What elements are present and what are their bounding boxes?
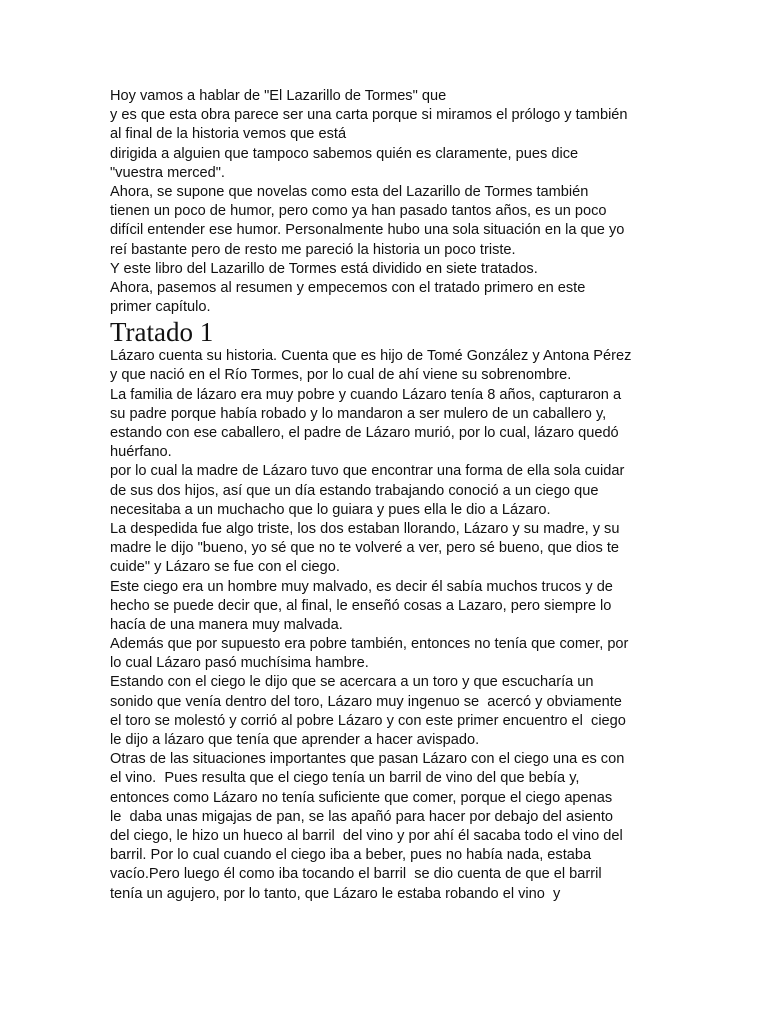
text-line: Hoy vamos a hablar de "El Lazarillo de Tormes" que	[110, 88, 447, 104]
text-line: madre le dijo "bueno, yo sé que no te volveré a ver, pero sé bueno, que dios te	[110, 540, 619, 557]
text-line: reí bastante pero de resto me pareció la historia un poco triste.	[110, 241, 516, 258]
text-line: del ciego, le hizo un hueco al barril del vino y por ahí él sacaba todo el vino del	[110, 827, 623, 844]
text-line: Y este libro del Lazarillo de Tormes está dividido en siete tratados.	[110, 260, 538, 277]
text-line: su padre porque había robado y lo mandaron a ser mulero de un caballero y,	[110, 405, 607, 422]
text-line: dirigida a alguien que tampoco sabemos quién es claramente, pues dice	[110, 145, 579, 162]
text-line: tenía un agujero, por lo tanto, que Lázaro le estaba robando el vino y	[110, 885, 561, 902]
section-heading: Tratado 1	[110, 317, 214, 348]
text-line: estando con ese caballero, el padre de Lázaro murió, por lo cual, lázaro quedó	[110, 425, 619, 441]
text-line: el vino. Pues resulta que el ciego tenía un barril de vino del que bebía y,	[110, 770, 580, 787]
text-line: y es que esta obra parece ser una carta porque si miramos el prólogo y también	[110, 107, 628, 124]
text-line: el toro se molestó y corrió al pobre Lázaro y con este primer encuentro el ciego	[110, 712, 626, 729]
text-line: por lo cual la madre de Lázaro tuvo que encontrar una forma de ella sola cuidar	[110, 463, 625, 480]
text-line: Además que por supuesto era pobre también, entonces no tenía que comer, por	[110, 636, 629, 653]
document-page	[110, 87, 670, 904]
text-line: "vuestra merced".	[110, 164, 225, 181]
text-line: La familia de lázaro era muy pobre y cuando Lázaro tenía 8 años, capturaron a	[110, 386, 622, 403]
text-line: entonces como Lázaro no tenía suficiente que comer, porque el ciego apenas	[110, 789, 613, 806]
text-line: cuide" y Lázaro se fue con el ciego.	[110, 559, 340, 576]
text-line: vacío.Pero luego él como iba tocando el barril se dio cuenta de que el barril	[110, 866, 602, 883]
text-line: Ahora, se supone que novelas como esta del Lazarillo de Tormes también	[110, 183, 589, 200]
text-line: le daba unas migajas de pan, se las apañó para hacer por debajo del asiento	[110, 808, 614, 825]
text-line: Este ciego era un hombre muy malvado, es decir él sabía muchos trucos y de	[110, 578, 613, 595]
text-line: tienen un poco de humor, pero como ya han pasado tantos años, es un poco	[110, 203, 607, 220]
text-line: sonido que venía dentro del toro, Lázaro muy ingenuo se acercó y obviamente	[110, 693, 622, 710]
text-line: La despedida fue algo triste, los dos estaban llorando, Lázaro y su madre, y su	[110, 520, 620, 537]
text-line: hacía de una manera muy malvada.	[110, 616, 343, 633]
text-line: lo cual Lázaro pasó muchísima hambre.	[110, 655, 369, 672]
body-paragraphs	[110, 347, 670, 903]
text-line: difícil entender ese humor. Personalmente hubo una sola situación en la que yo	[110, 222, 625, 239]
text-line: Estando con el ciego le dijo que se acercara a un toro y que escucharía un	[110, 674, 594, 691]
text-line: y que nació en el Río Tormes, por lo cual de ahí viene su sobrenombre.	[110, 367, 572, 384]
text-line: de sus dos hijos, así que un día estando trabajando conoció a un ciego que	[110, 482, 599, 499]
text-line: le dijo a lázaro que tenía que aprender a hacer avispado.	[110, 732, 480, 748]
intro-paragraphs	[110, 87, 670, 317]
text-line: hecho se puede decir que, al final, le enseñó cosas a Lazaro, pero siempre lo	[110, 597, 612, 614]
text-line: primer capítulo.	[110, 299, 211, 316]
text-line: Otras de las situaciones importantes que pasan Lázaro con el ciego una es con	[110, 751, 625, 768]
text-line: Lázaro cuenta su historia. Cuenta que es hijo de Tomé González y Antona Pérez	[110, 348, 632, 365]
text-line: barril. Por lo cual cuando el ciego iba a beber, pues no había nada, estaba	[110, 847, 592, 864]
text-line: necesitaba a un muchacho que lo guiara y pues ella le dio a Lázaro.	[110, 501, 551, 518]
text-line: Ahora, pasemos al resumen y empecemos con el tratado primero en este	[110, 279, 586, 296]
text-line: al final de la historia vemos que está	[110, 126, 347, 143]
text-line: huérfano.	[110, 444, 172, 461]
